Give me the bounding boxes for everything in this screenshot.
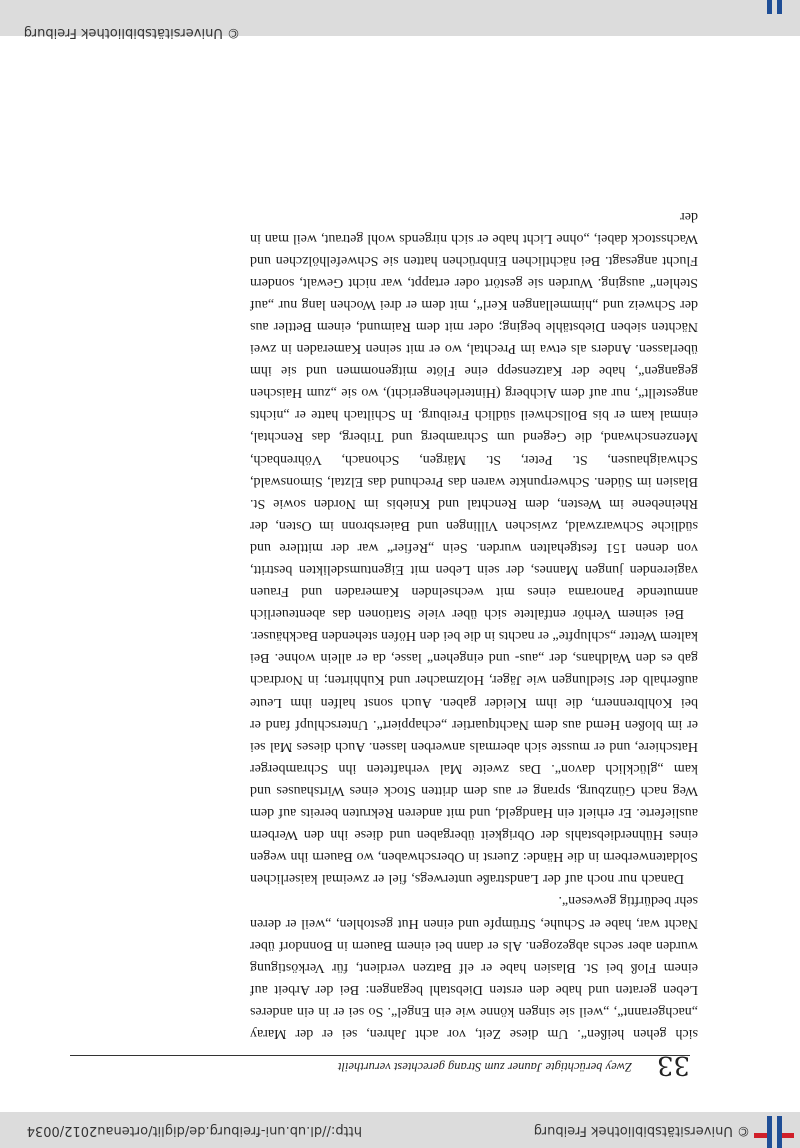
page-number: 33 bbox=[656, 1050, 690, 1080]
ub-freiburg-logo-icon bbox=[754, 1108, 794, 1148]
copyright-text: © Universitätsbibliothek Freiburg bbox=[533, 1123, 750, 1138]
copyright-text-partial: © Universitätsbibliothek Freiburg bbox=[23, 25, 240, 40]
paragraph-1: sich gehen heißen“. Um diese Zeit, vor acht Jahren, sei er der Maray „nachgerannt“, „weil sie singen könne wie ein Engel“. So sei er in ein anderes Leben geraten und habe den ersten Diebstahl begangen: Bei der Arbeit auf einem Floß bei St. Blasien habe er elf Batzen verdient, für Verköstigung wurden aber sechs abgezogen. Als er dann bei einem Bauern in Bonndorf über Nacht war, habe er Schuhe, Strümpfe und einen Hut gestohlen, „weil er deren sehr bedürftig gewesen“. bbox=[250, 893, 698, 1041]
ub-freiburg-logo-icon-partial bbox=[754, 0, 794, 14]
viewer-bottom-bar bbox=[0, 0, 800, 40]
paragraph-3: Bei seinem Verhör entfaltete sich über viele Stationen das abenteuerlich anmutende Panorama eines mit wechselnden Kameraden und Frauen vagierenden jungen Mannes, der sein Leben mit Eigentumsdelikten bestritt, von denen 151 festgehalten wurden. Sein „Refier“ war der mittlere und südliche Schwarzwald, zwischen Villingen und Baiersbronn im Osten, der Rheinebene im Westen, dem Renchtal und Kniebis im Norden sowie St. Blasien im Süden. Schwerpunkte waren das Prechund das Elztal, Simonswald, Schwaighausen, St. Peter, St. Märgen, Schonach, Vöhrenbach, Menzenschwand, die Gegend um Schramberg und Triberg, das Renchtal, einmal kam er bis Bollschweil südlich Freiburg. In Schiltach hatte er „nichts angestellt“, nur auf dem Aichberg (Hinterlehengericht), wo sie „zum Haischen gegangen“, habe der Katzensepp eine Flöte mitgenommen und sie ihm überlassen. Anders als etwa im Prechtal, wo er mit seinen Kameraden in zwei Nächten sieben Diebstähle beging; oder mit dem Raimund, einem Bettler aus der Schweiz und „himmellangen Kerl“, mit dem er drei Wochen lang nur „auf Stehlen“ ausging. Wurden sie gestört oder ertappt, war nicht Gewalt, sondern Flucht angesagt. Bei nächtlichen Einbrüchen hatten sie Schwefelhölzchen und Wachsstock dabei, „ohne Licht habe er sich nirgends wohl getraut, weil man in der bbox=[250, 208, 698, 622]
paragraph-2: Danach nur noch auf der Landstraße unterwegs, fiel er zweimal kaiserlichen Soldatenwerbern in die Hände: Zuerst in Oberschwaben, wo Bauern ihn wegen eines Hühnerdiebstahls der Obrigkeit übergaben und diese ihn den Werbern auslieferte. Er erhielt ein Handgeld, und mit anderen Rekruten bereits auf dem Weg nach Günzburg, sprang er aus dem dritten Stock eines Wirtshauses und kam „glücklich davon“. Das zweite Mal verhafteten ihn Schramberger Hatschiere, und er musste sich abermals anwerben lassen. Auch dieses Mal sei er im bloßen Hemd aus dem Nachtquartier „echappiert“. Unterschlupf fand er bei Kohlbrennern, die ihm Kleider gaben. Auch sonst halfen ihm Leute außerhalb der Siedlungen wie Jäger, Holzmacher und Kuhhirten; in Nordrach gab es den Waldhans, der „aus- und eingehen“ lasse, da er allein wohne. Bei kaltem Wetter „schlupfte“ er nachts in die bei den Höfen stehenden Backhäuser. bbox=[250, 628, 698, 887]
permalink-url[interactable]: http://dl.ub.uni-freiburg.de/diglit/ortenau2012/0034 bbox=[26, 1123, 362, 1138]
page-header bbox=[70, 1050, 690, 1080]
running-title: Zwey berüchtigte Jauner zum Strang gerechtest verurtheilt bbox=[338, 1060, 632, 1074]
body-text bbox=[250, 204, 698, 1044]
viewer-top-bar bbox=[0, 1112, 800, 1148]
